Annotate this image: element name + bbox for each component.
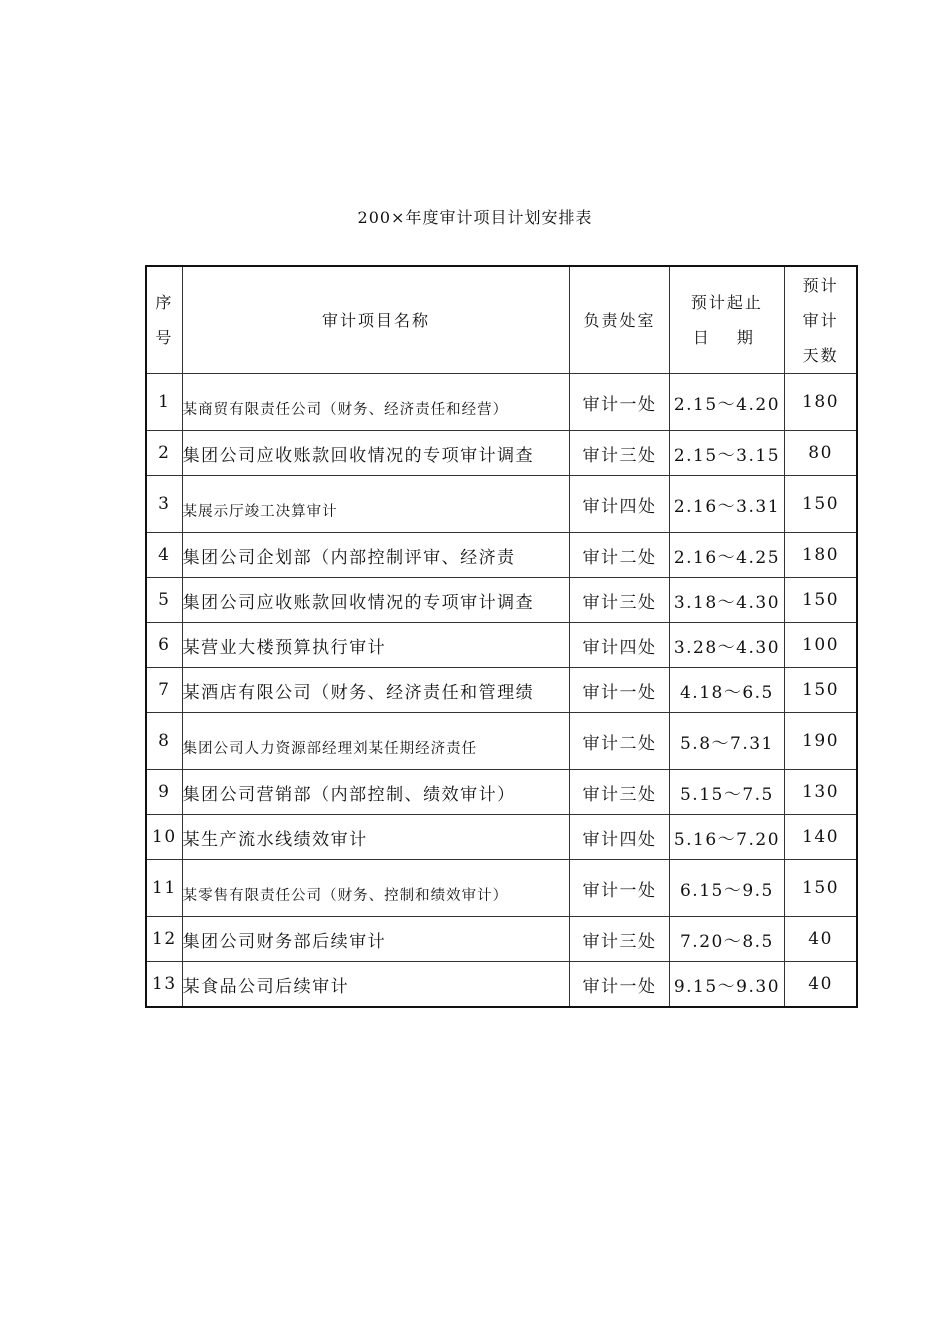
row-date: 5.15～7.5 xyxy=(669,770,784,815)
row-days: 180 xyxy=(785,533,857,578)
row-project-name: 某零售有限责任公司（财务、控制和绩效审计） xyxy=(182,860,570,917)
header-name: 审计项目名称 xyxy=(182,266,570,374)
row-project-name: 某生产流水线绩效审计 xyxy=(182,815,570,860)
row-dept: 审计三处 xyxy=(570,578,669,623)
row-no: 13 xyxy=(146,962,182,1008)
row-project-name: 某酒店有限公司（财务、经济责任和管理绩 xyxy=(182,668,570,713)
header-date xyxy=(669,266,784,374)
row-dept: 审计一处 xyxy=(570,668,669,713)
header-no-line2: 号 xyxy=(155,328,174,347)
row-no: 4 xyxy=(146,533,182,578)
row-project-name: 集团公司企划部（内部控制评审、经济责 xyxy=(182,533,570,578)
header-no xyxy=(146,266,182,374)
row-dept: 审计二处 xyxy=(570,713,669,770)
row-project-name: 集团公司财务部后续审计 xyxy=(182,917,570,962)
row-date: 2.16～3.31 xyxy=(669,476,784,533)
row-no: 9 xyxy=(146,770,182,815)
row-days: 150 xyxy=(785,860,857,917)
row-date: 5.16～7.20 xyxy=(669,815,784,860)
table-row xyxy=(146,431,857,476)
row-no: 10 xyxy=(146,815,182,860)
row-no: 6 xyxy=(146,623,182,668)
row-days: 150 xyxy=(785,476,857,533)
row-no: 2 xyxy=(146,431,182,476)
table-row xyxy=(146,578,857,623)
header-dept: 负责处室 xyxy=(570,266,669,374)
row-dept: 审计一处 xyxy=(570,962,669,1008)
row-dept: 审计三处 xyxy=(570,770,669,815)
table-row xyxy=(146,374,857,431)
row-dept: 审计二处 xyxy=(570,533,669,578)
header-days-line3: 天数 xyxy=(802,345,839,365)
row-dept: 审计三处 xyxy=(570,431,669,476)
header-date-line2: 日期 xyxy=(692,328,781,347)
row-days: 100 xyxy=(785,623,857,668)
row-date: 4.18～6.5 xyxy=(669,668,784,713)
table-row xyxy=(146,962,857,1008)
header-date-line1: 预计起止 xyxy=(690,293,763,312)
row-days: 40 xyxy=(785,962,857,1008)
row-no: 3 xyxy=(146,476,182,533)
row-date: 9.15～9.30 xyxy=(669,962,784,1008)
table-row xyxy=(146,476,857,533)
row-days: 130 xyxy=(785,770,857,815)
row-dept: 审计四处 xyxy=(570,476,669,533)
row-days: 150 xyxy=(785,578,857,623)
table-row xyxy=(146,533,857,578)
row-project-name: 某营业大楼预算执行审计 xyxy=(182,623,570,668)
row-date: 7.20～8.5 xyxy=(669,917,784,962)
row-no: 8 xyxy=(146,713,182,770)
table-row xyxy=(146,815,857,860)
row-no: 11 xyxy=(146,860,182,917)
row-days: 180 xyxy=(785,374,857,431)
row-project-name: 集团公司应收账款回收情况的专项审计调查 xyxy=(182,578,570,623)
header-days xyxy=(785,266,857,374)
row-project-name: 某展示厅竣工决算审计 xyxy=(182,476,570,533)
row-date: 3.28～4.30 xyxy=(669,623,784,668)
row-days: 80 xyxy=(785,431,857,476)
row-date: 2.15～4.20 xyxy=(669,374,784,431)
table-row xyxy=(146,713,857,770)
row-days: 190 xyxy=(785,713,857,770)
audit-plan-table xyxy=(145,265,858,1008)
row-project-name: 某食品公司后续审计 xyxy=(182,962,570,1008)
row-days: 150 xyxy=(785,668,857,713)
row-days: 40 xyxy=(785,917,857,962)
row-date: 2.15～3.15 xyxy=(669,431,784,476)
row-date: 6.15～9.5 xyxy=(669,860,784,917)
row-no: 1 xyxy=(146,374,182,431)
header-no-line1: 序 xyxy=(155,293,174,312)
row-date: 5.8～7.31 xyxy=(669,713,784,770)
header-days-line2: 审计 xyxy=(802,310,839,330)
header-days-line1: 预计 xyxy=(802,275,839,295)
table-row xyxy=(146,623,857,668)
row-no: 12 xyxy=(146,917,182,962)
header-row xyxy=(146,266,857,374)
row-dept: 审计四处 xyxy=(570,623,669,668)
row-project-name: 集团公司应收账款回收情况的专项审计调查 xyxy=(182,431,570,476)
row-dept: 审计一处 xyxy=(570,860,669,917)
row-dept: 审计三处 xyxy=(570,917,669,962)
table-row xyxy=(146,770,857,815)
row-no: 7 xyxy=(146,668,182,713)
document-title: 200×年度审计项目计划安排表 xyxy=(357,208,593,227)
row-no: 5 xyxy=(146,578,182,623)
row-project-name: 集团公司营销部（内部控制、绩效审计） xyxy=(182,770,570,815)
row-project-name: 集团公司人力资源部经理刘某任期经济责任 xyxy=(182,713,570,770)
row-days: 140 xyxy=(785,815,857,860)
table-row xyxy=(146,860,857,917)
row-dept: 审计一处 xyxy=(570,374,669,431)
row-date: 3.18～4.30 xyxy=(669,578,784,623)
table-row xyxy=(146,917,857,962)
row-project-name: 某商贸有限责任公司（财务、经济责任和经营） xyxy=(182,374,570,431)
row-date: 2.16～4.25 xyxy=(669,533,784,578)
table-row xyxy=(146,668,857,713)
row-dept: 审计四处 xyxy=(570,815,669,860)
